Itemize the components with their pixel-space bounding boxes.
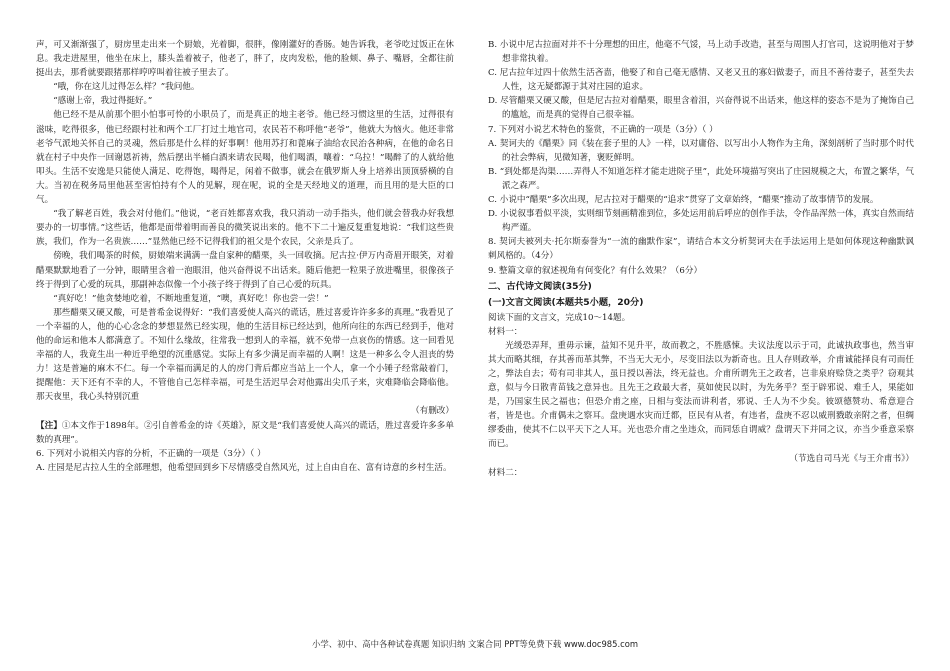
material-2-label: 材料二： xyxy=(488,467,523,478)
story-source: （有删改） xyxy=(411,406,454,417)
page-footer: 小学、初中、高中各种试卷真题 知识归纳 文案合同 PPT等免费下载 www.doc985.com xyxy=(311,639,638,649)
story-footnote xyxy=(36,419,454,447)
note-text: ①本文作于1898年。②引自普希金的诗《英雄》，原文是“我们喜爱使人高兴的谎话，胜过喜爱许多多单数的真理”。 xyxy=(36,420,454,445)
right-column xyxy=(488,38,914,480)
question-7-option-b: B. “到处都是沟渠……弄得人不知道怎样才能走进院子里”，此处环境描写突出了庄园规模之大，布置之繁华，气派之森严。 xyxy=(488,166,914,191)
question-7-option-a: A. 契诃夫的《醋栗》同《装在套子里的人》一样，以对庸俗、以写出小人物作为主角，深刻剖析了当时那个时代的社会弊病，见微知著，褒贬鲜明。 xyxy=(488,138,914,163)
question-9: 9. 整篇文章的叙述视角有何变化？有什么效果？（6分） xyxy=(488,265,703,276)
subsection-heading-classical-chinese: (一)文言文阅读(本题共5小题，20分) xyxy=(488,296,644,308)
story-paragraph: 傍晚，我们喝茶的时候，厨娘端来满满一盘自家种的醋栗，头一回收摘。尼古拉·伊万内奇眉开眼笑，对着醋栗默默地看了一分钟，眼睛里含着一泡眼泪，他兴奋得说不出话来。随后他把一粒果子放进嘴里，很像孩子终于得到了心爱的玩具，那副神态似像一个小孩子终于得到了自己心爱的玩具。 xyxy=(36,251,454,290)
question-6-option-a: A. 庄园是尼古拉人生的全部理想，他希望回到乡下尽情感受自然风光，过上自由自在、富有诗意的乡村生活。 xyxy=(36,462,452,473)
section-heading-ancient-poetry: 二、古代诗文阅读(35分) xyxy=(488,280,592,292)
story-paragraph: “真好吃！”他贪婪地吃着，不断地重复道，“噢，真好吃！你也尝一尝！” xyxy=(53,293,329,304)
question-6-title: 6. 下列对小说相关内容的分析，不正确的一项是（3分）（ ） xyxy=(36,448,266,459)
story-paragraph: 声，可又渐渐强了，厨房里走出来一个厨娘，光着脚，很胖，像刚灌好的香肠。她告诉我，老爷吃过饭正在休息。我走进屋里，他坐在床上，膝头盖着被子，他老了，胖了，皮肉发松，他的脸颊、鼻子、嘴唇，全都往前挺出去，那肴就要跟猪那样哼哼叫着往被子里去了。 xyxy=(36,40,454,79)
story-paragraph: “感谢上帝，我过得挺好。” xyxy=(53,96,153,107)
story-paragraph: “哦，你在这儿过得怎么样？”我问他。 xyxy=(53,82,200,93)
question-6-option-b: B. 小说中尼古拉面对并不十分理想的田庄，他毫不气馁，马上动手改造，甚至与周围人打官司，这说明他对于梦想非常执着。 xyxy=(488,40,914,65)
note-label: 【注】 xyxy=(36,420,62,431)
question-7-title: 7. 下列对小说艺术特色的鉴赏，不正确的一项是（3分）（ ） xyxy=(488,124,718,135)
question-6-option-c: C. 尼古拉年过四十依然生活吝啬，他娶了和自己毫无感情、又老又丑的寡妇做妻子，而且不善待妻子，甚至失去人性，这无疑都源于其对庄园的追求。 xyxy=(488,68,914,93)
question-7-option-d: D. 小说叙事看似平淡，实则细节刻画精准到位，多处运用前后呼应的创作手法，令作品浑然一体，真实自然而结构严谨。 xyxy=(488,209,914,234)
material-1-source: （节选自司马光《与王介甫书》） xyxy=(789,453,914,464)
story-paragraph: 那些醋栗又硬又酸，可是普希金说得好：“我们喜爱使人高兴的谎话，胜过喜爱许许多多的真理。”我看见了一个幸福的人，他的心心念念的梦想显然已经实现，他的生活目标已经达到，他所向往的东西已经到手，他对他的命运和他本人都满意了。不知什么缘故，往常我一想到人的幸福，就不免带一点哀伤的情感。这一回看见幸福的人，我竟生出一种近乎绝望的沉重感觉。实际上有多少满足而幸福的人啊！这是一种多么令人沮丧的势力！这是普遍的麻木不仁。每一个幸福而满足的人的房门背后都应当站上一个人，拿一个小锤子经常敲着门，提醒他：天下还有不幸的人，不管他自己怎样幸福，可是生活迟早会对他露出尖爪子来，灾难降临会降临他。那天夜里，我心头特别沉重 xyxy=(36,307,454,403)
left-column xyxy=(36,38,454,475)
question-6-option-d: D. 尽管醋栗又硬又酸，但是尼古拉对着醋栗，眼里含着泪，兴奋得说不出话来，他这样的姿态不是为了掩饰自己的尴尬，而是真的觉得自己很幸福。 xyxy=(488,96,914,121)
question-8: 8. 契诃夫被列夫·托尔斯泰誉为“一流的幽默作家”，请结合本文分析契诃夫在手法运用上是如何体现这种幽默讽刺风格的。（4分） xyxy=(488,237,914,262)
material-1-label: 材料一： xyxy=(488,326,523,337)
material-1-text: 光缓恐弄拜，重毋示谏，益知不见升平，故而教之，不胜感悚。夫议法度以示于司，此诚执政事也，然当审其大而略其细，存其善而革其弊，不当无大无小，尽变旧法以为新奇也。且人存则政举，介甫诚能择良有司而任之，弊法自去；苟有司非其人，虽日授以善法，终无益也。介甫所谓先王之政者，岂非泉府赊贷之类乎？窃观其意，似与今日散青苗钱之意异也。且先王之政最大者，莫如使民以时，为先务乎？至于辟邪说、难壬人，果能如是，乃国家生民之福也；但恐介甫之座，日相与变法而讲利者，邪说、壬人为不少矣。彼颂德赞功、希意迎合者，皆是也。介甫偶未之察耳。盘庚遇水灾而迁都，臣民有从者，有违者，盘庚不忍以威刑戮敢亲附之者，但绸缪委曲，使其不仁以平天下之人耳。光也恐介甫之坐违众，而同恁自谓威？盘谓天下并同之议，亦当少垂意采察而已。 xyxy=(488,340,914,450)
story-paragraph: 他已经不是从前那个胆小怕事可怜的小职员了，而是真正的地主老爷。他已经习惯这里的生活，过得很有滋味，吃得很多，他已经跟村社和两个工厂打过土地官司，农民若不称呼他“老爷”，他就大为恼火。他还非常老爷气派地关怀自己的灵魂，然后那是什么样的好事啊！他用苏打和蓖麻子油给农民治各种病，在他的命名日就在村子中央作一回谢恩祈祷，然后摆出半桶白酒来请农民喝，他们喝酒，嚷着：“乌拉！”喝醉了的人就给他叩头。生活不安逸是只能使人满足、吃得饱，喝得足，闲着不做事，就会在俄罗斯人身上培养出顶顶骄横的自大。当初在税务局里他甚至害怕持有个人的见解，现在呢，说的全是天经地义的道理，而且用的是大臣的口气。 xyxy=(36,110,454,206)
question-7-option-c: C. 小说中“醋栗”多次出现，尼古拉对于醋栗的“追求”贯穿了文章始终，“醋栗”推动了故事情节的发展。 xyxy=(488,195,879,206)
reading-instruction: 阅读下面的文言文，完成10～14题。 xyxy=(488,312,631,323)
story-paragraph: “我了解老百姓，我会对付他们。”他说，“老百姓都喜欢我，我只消动一动手指头，他们就会替我办好我想要办的一切事情。”这些话，他都是面带着明而善良的微笑说出来的。他不下二十遍反复重复地说：“我们这些贵族，我们，作为一名贵族……”显然他已经不记得我们的祖父是个农民，父亲是兵了。 xyxy=(36,209,454,248)
